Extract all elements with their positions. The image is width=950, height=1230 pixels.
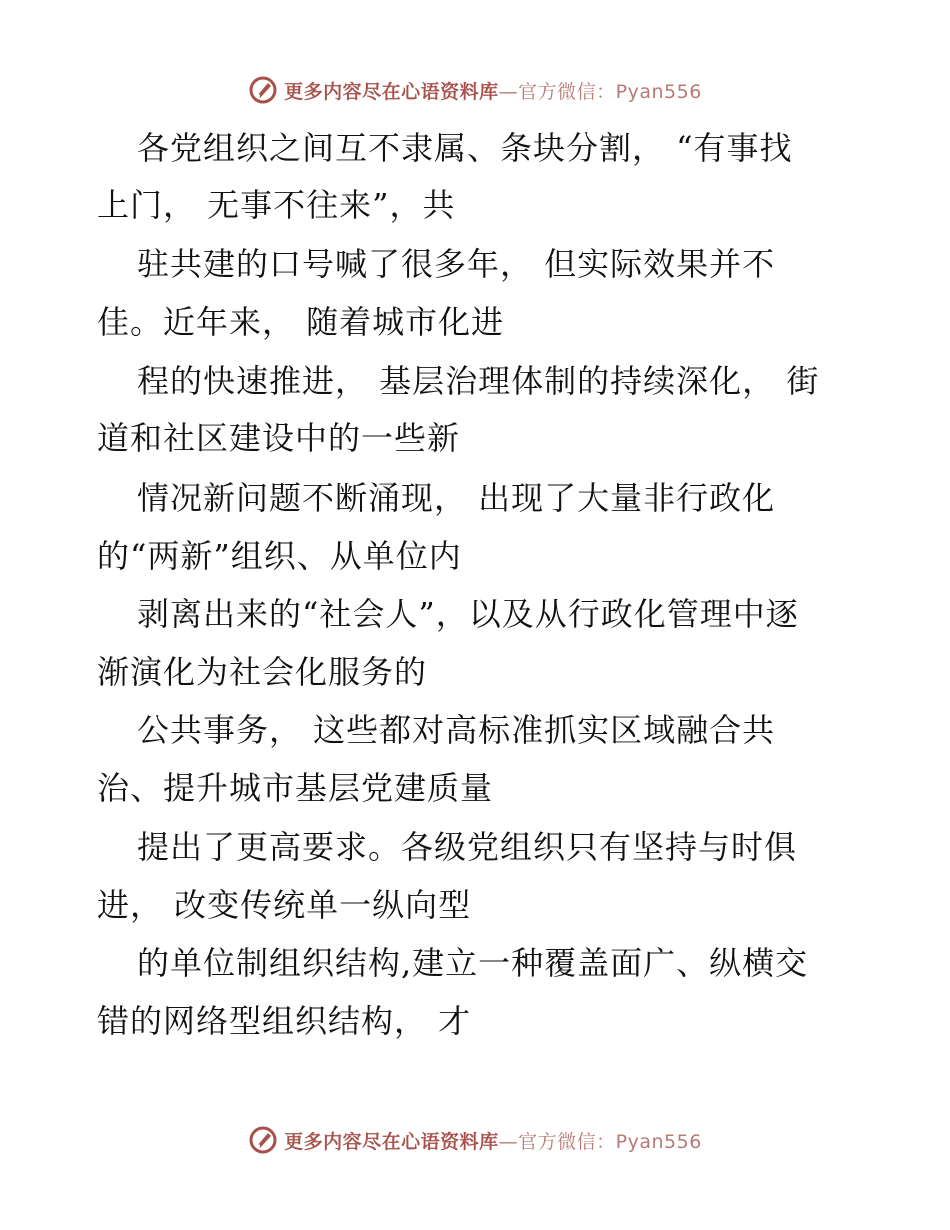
paragraph-1-line-2: 上门， 无事不往来”，共 — [97, 186, 456, 224]
paragraph-8-line-2: 错的网络型组织结构， 才 — [97, 1002, 472, 1040]
watermark-contact: —官方微信：Pyan556 — [498, 80, 702, 103]
paragraph-4-line-1: 情况新问题不断涌现， 出现了大量非行政化 — [137, 479, 776, 517]
paragraph-2-line-2: 佳。近年来， 随着城市化进 — [97, 303, 505, 341]
paragraph-4-line-2: 的“两新”组织、从单位内 — [97, 537, 462, 575]
paragraph-7-line-2: 进， 改变传统单一纵向型 — [97, 886, 472, 924]
paragraph-2-line-1: 驻共建的口号喊了很多年， 但实际效果并不 — [137, 245, 776, 283]
paragraph-3-line-1: 程的快速推进， 基层治理体制的持续深化， 街 — [137, 362, 820, 400]
watermark-main: 更多内容尽在心语资料库 — [284, 80, 499, 103]
header-watermark — [0, 72, 950, 108]
paragraph-5-line-1: 剥离出来的“社会人”，以及从行政化管理中逐 — [137, 595, 799, 633]
paragraph-6-line-2: 治、提升城市基层党建质量 — [97, 769, 494, 807]
paragraph-7-line-1: 提出了更高要求。各级党组织只有坚持与时俱 — [137, 828, 798, 866]
pen-logo-icon — [248, 1125, 278, 1155]
watermark-main: 更多内容尽在心语资料库 — [284, 1130, 499, 1153]
paragraph-6-line-1: 公共事务， 这些都对高标准抓实区域融合共 — [137, 711, 776, 749]
paragraph-1-line-1: 各党组织之间互不隶属、条块分割， “有事找 — [137, 129, 793, 167]
watermark-text — [284, 1127, 702, 1154]
paragraph-3-line-2: 道和社区建设中的一些新 — [97, 419, 461, 457]
pen-logo-icon — [248, 75, 278, 105]
watermark-text — [284, 77, 702, 104]
watermark-contact: —官方微信：Pyan556 — [498, 1130, 702, 1153]
paragraph-8-line-1: 的单位制组织结构,建立一种覆盖面广、纵横交 — [137, 944, 809, 982]
footer-watermark — [0, 1122, 950, 1158]
paragraph-5-line-2: 渐演化为社会化服务的 — [97, 653, 428, 691]
